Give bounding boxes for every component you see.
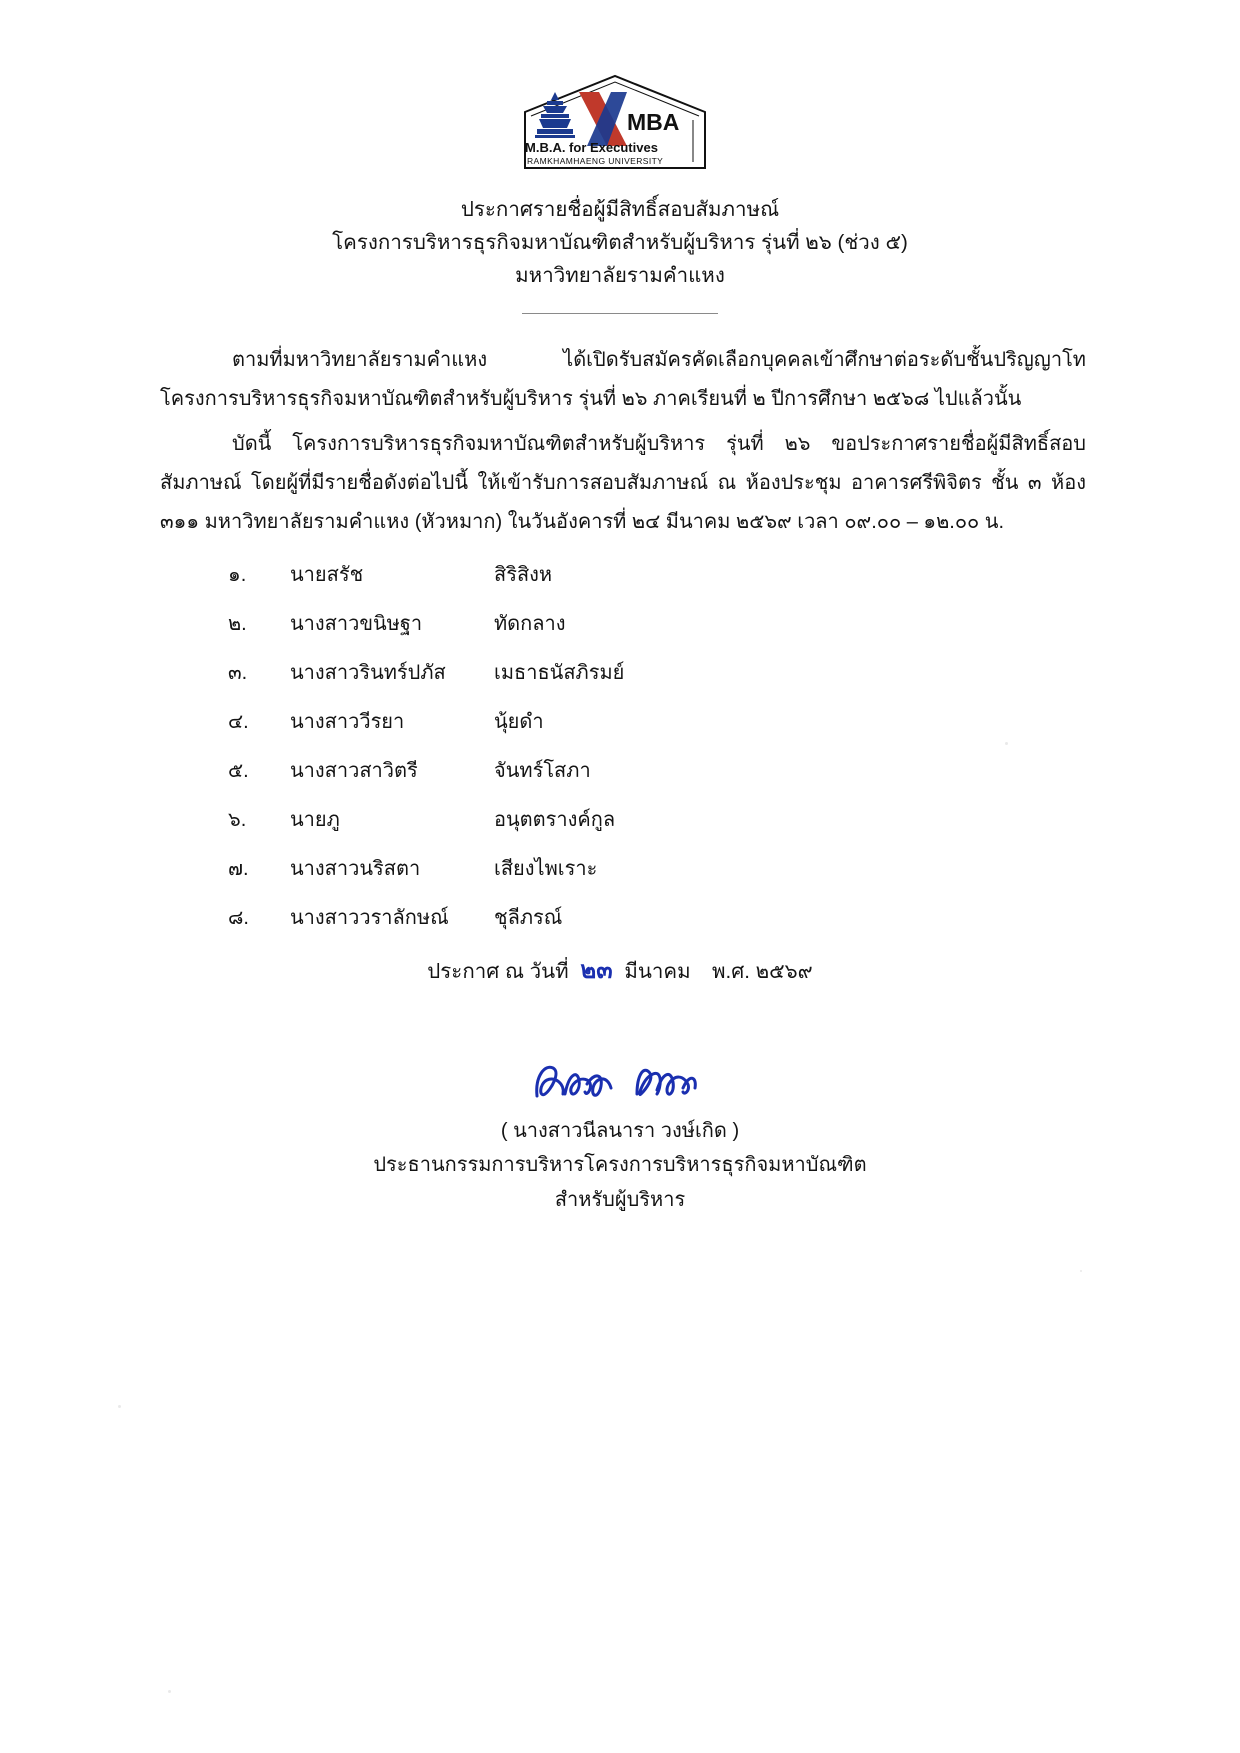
signer-title-line-1: ประธานกรรมการบริหารโครงการบริหารธุรกิจมหาบัณฑิต [373,1154,867,1177]
list-item-number: ๘. [228,907,249,929]
list-item [228,754,928,803]
list-item [228,705,928,754]
list-item-firstname: นางสาววราลักษณ์ [290,907,449,929]
scan-speckle [168,1690,171,1693]
svg-text:MBA: MBA [627,109,680,135]
list-item-firstname: นางสาวขนิษฐา [290,613,423,635]
ramkhamhaeng-mba-logo-icon [515,72,725,172]
list-item-firstname: นางสาวนริสตา [290,858,421,880]
list-item-lastname: สิริสิงห [494,564,553,586]
announce-year-prefix: พ.ศ. [712,960,750,983]
candidate-list [228,558,928,950]
list-item-lastname: นุ้ยดำ [494,711,544,733]
announce-prefix: ประกาศ ณ วันที่ [427,960,569,983]
title-divider [522,313,718,314]
list-item-number: ๒. [228,613,247,635]
announce-day-handwritten: ๒๓ [580,956,613,984]
announce-year: ๒๕๖๙ [755,960,813,983]
list-item-number: ๖. [228,809,247,831]
paragraph-2-text: บัดนี้ โครงการบริหารธุรกิจมหาบัณฑิตสำหรับผู้บริหาร รุ่นที่ ๒๖ ขอประกาศรายชื่อผู้มีสิทธิ์สอบสัมภาษณ์ โดยผู้ที่มีรายชื่อดังต่อไปนี้ ให้เข้ารับการสอบสัมภาษณ์ ณ ห้องประชุม อาคารศรีพิจิตร ชั้น ๓ ห้อง ๓๑๑ มหาวิทยาลัยรามคำแหง (หัวหมาก) ในวันอังคารที่ ๒๔ มีนาคม ๒๕๖๙ เวลา ๐๙.๐๐ – ๑๒.๐๐ น. [160,433,1086,533]
paragraph-1 [160,341,1086,419]
paragraph-2 [160,425,1086,542]
body-text [160,341,1086,548]
list-item-lastname: อนุตตรางค์กูล [494,809,616,831]
list-item-lastname: เสียงไพเราะ [494,858,598,880]
signature-handwriting-icon [0,1052,1240,1114]
list-item-number: ๑. [228,564,247,586]
list-item-firstname: นายภู [290,809,340,831]
scan-speckle [118,1405,121,1408]
list-item-firstname: นายสรัช [290,564,364,586]
signer-title-line-2: สำหรับผู้บริหาร [554,1188,686,1211]
title-line-3: มหาวิทยาลัยรามคำแหง [515,264,725,288]
list-item [228,558,928,607]
announce-date-line [0,950,1240,989]
title-line-1: ประกาศรายชื่อผู้มีสิทธิ์สอบสัมภาษณ์ [460,198,780,221]
list-item-firstname: นางสาววีรยา [290,711,405,733]
list-item [228,656,928,705]
list-item-number: ๗. [228,858,249,880]
logo-container [0,72,1240,172]
list-item-number: ๕. [228,760,249,782]
svg-text:M.B.A. for Executives: M.B.A. for Executives [525,140,658,155]
list-item [228,852,928,901]
scan-speckle [1080,1270,1082,1272]
signature-text-lines [0,1114,1240,1217]
list-item [228,607,928,656]
signer-name: ( นางสาวนีลนารา วงษ์เกิด ) [500,1120,740,1142]
list-item-firstname: นางสาวรินทร์ปภัส [290,662,446,684]
list-item-firstname: นางสาวสาวิตรี [290,760,418,782]
announce-month: มีนาคม [624,960,691,983]
list-item-lastname: ทัดกลาง [494,613,566,635]
paragraph-1-text: ตามที่มหาวิทยาลัยรามคำแหง ได้เปิดรับสมัครคัดเลือกบุคคลเข้าศึกษาต่อระดับชั้นปริญญาโท โครงการบริหารธุรกิจมหาบัณฑิตสำหรับผู้บริหาร รุ่นที่ ๒๖ ภาคเรียนที่ ๒ ปีการศึกษา ๒๕๖๘ ไปแล้วนั้น [160,349,1086,410]
list-item-lastname: ชุลีภรณ์ [494,907,563,929]
list-item-number: ๓. [228,662,248,684]
list-item [228,803,928,852]
list-item-number: ๔. [228,711,249,733]
list-item-lastname: เมธาธนัสภิรมย์ [494,662,625,684]
scan-speckle [1005,742,1008,745]
list-item-lastname: จันทร์โสภา [494,760,591,782]
svg-text:RAMKHAMHAENG UNIVERSITY: RAMKHAMHAENG UNIVERSITY [527,156,664,166]
list-item [228,901,928,950]
signature-block [0,1052,1240,1217]
document-title-block [0,193,1240,293]
title-line-2: โครงการบริหารธุรกิจมหาบัณฑิตสำหรับผู้บริหาร รุ่นที่ ๒๖ (ช่วง ๕) [332,231,908,255]
